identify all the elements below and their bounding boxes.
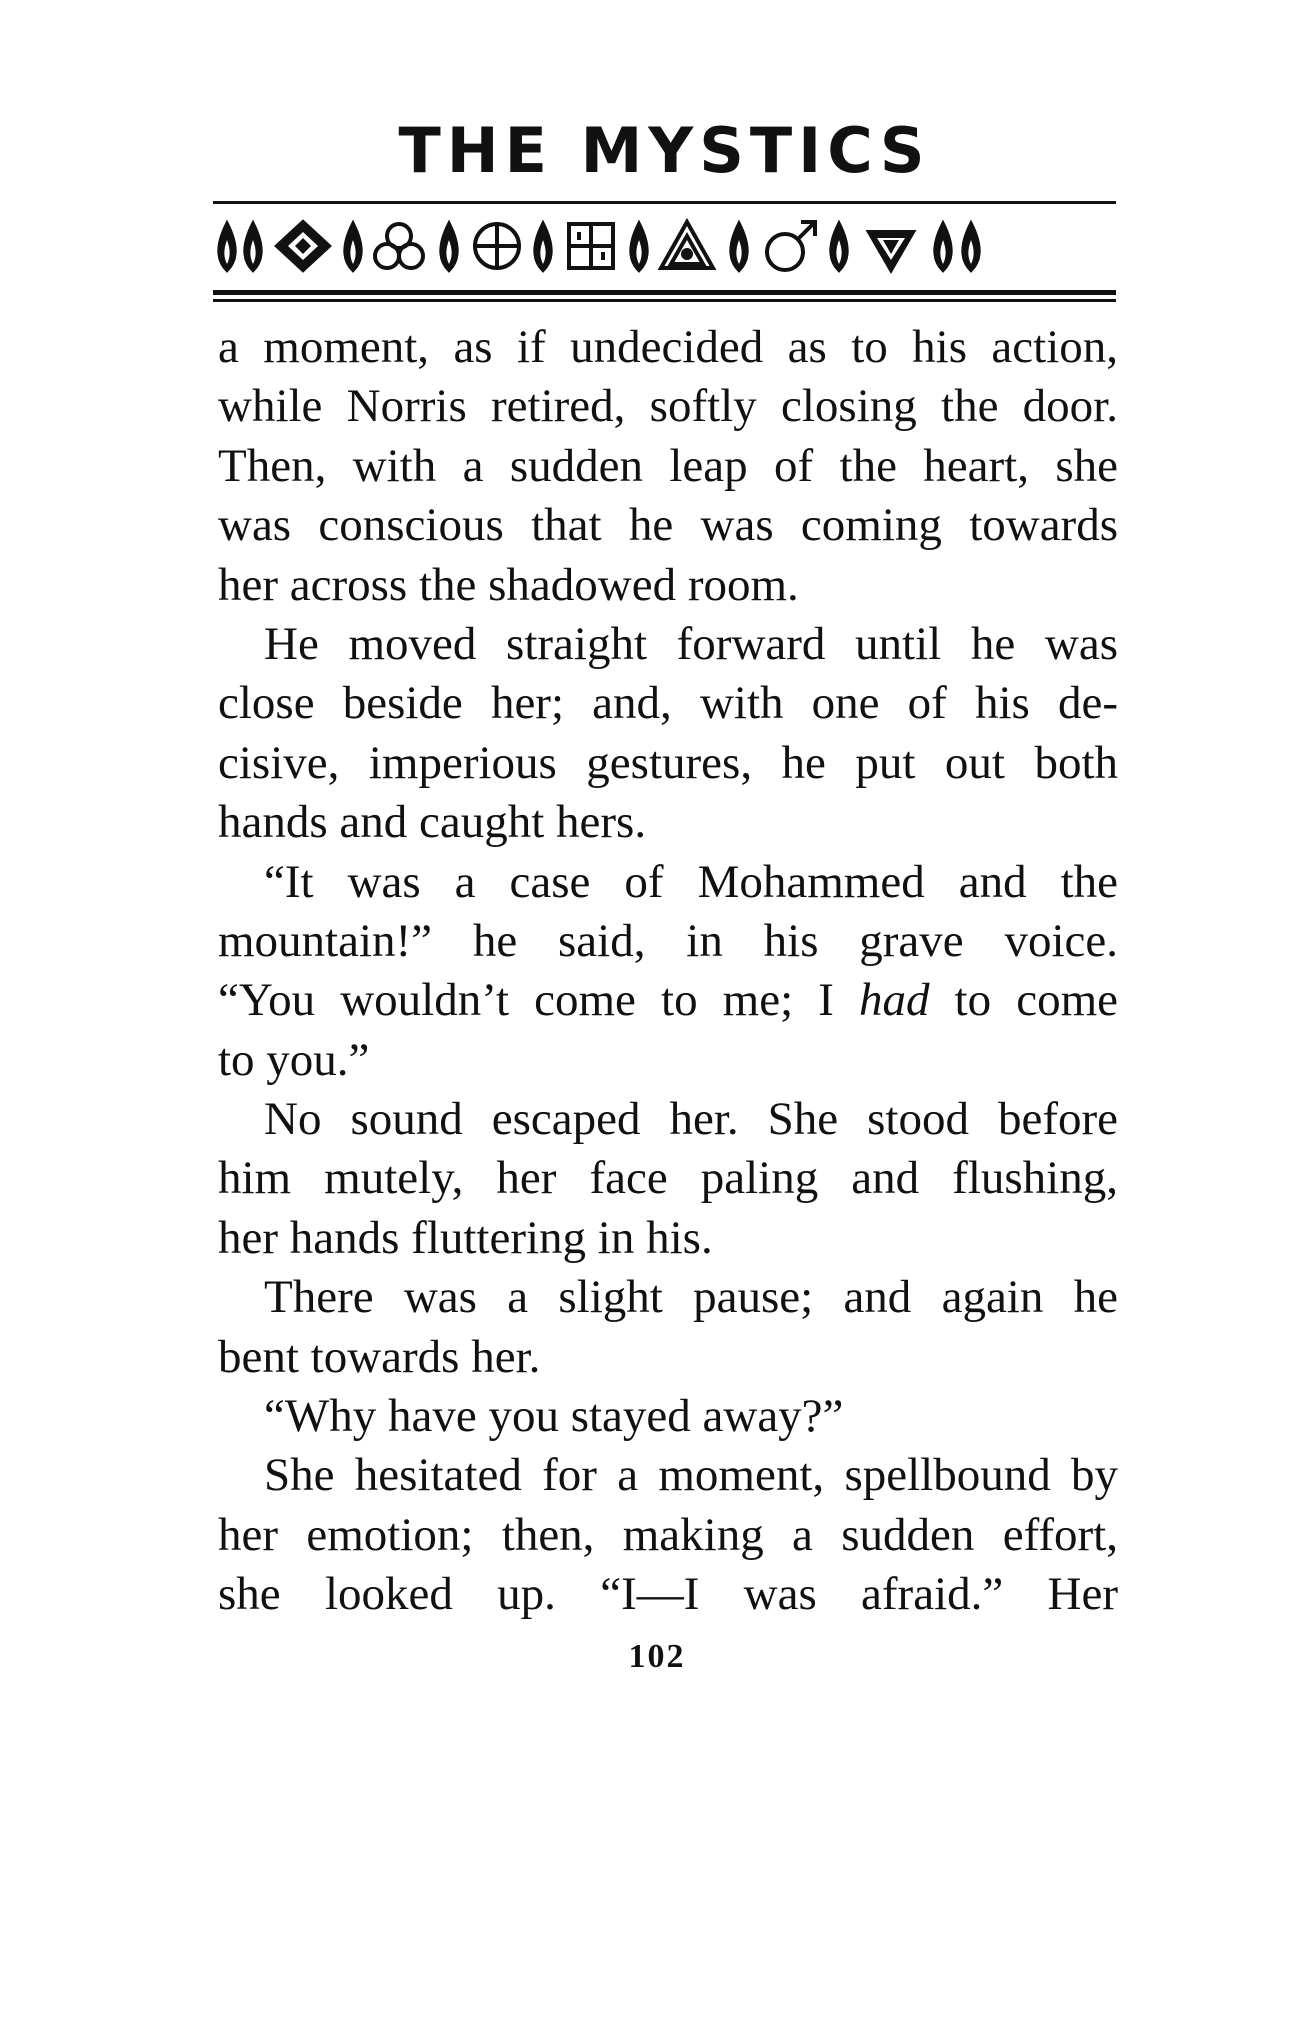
header-rule-bottom-thin [213,299,1116,302]
flame-icon [935,224,950,270]
mars-icon [767,222,815,270]
body-text [218,318,1118,1625]
flame-icon [631,224,646,270]
text-line: Then, with a sudden leap of the heart, she [218,439,1118,492]
header-rule-bottom [213,290,1116,295]
text-line: to you.” [218,1033,370,1086]
flame-icon [963,224,978,270]
text-line: him mutely, her face paling and flushing, [218,1152,1118,1205]
flame-icon [535,224,550,270]
text-line: while Norris retired, softly closing the door. [218,380,1118,433]
text-line: “It was a case of Mohammed and the [264,855,1118,908]
header-rule-top [213,201,1116,204]
text-line: her hands fluttering in his. [218,1211,713,1264]
text-line: hands and caught hers. [218,796,647,849]
emphasized-word: had [858,974,930,1027]
knot-icon [375,224,423,268]
text-line: a moment, as if undecided as to his action, [218,321,1118,373]
flame-icon [831,224,846,270]
flame-icon [245,224,260,270]
text-line: close beside her; and, with one of his de- [218,677,1118,730]
cross-circle-icon [475,224,519,268]
flame-icon [441,224,456,270]
text-line: “Why have you stayed away?” [264,1390,844,1443]
flame-icon [731,224,746,270]
page-number: 102 [628,1638,686,1675]
running-title: THE MYSTICS [398,114,931,187]
text-line: He moved straight forward until he was [264,617,1118,670]
meander-icon [569,224,613,268]
flame-icon [219,224,234,270]
text-line: her emotion; then, making a sudden effort, [218,1508,1118,1561]
flame-icon [345,224,360,270]
text-line: she looked up. “I—I was afraid.” Her [218,1568,1118,1621]
text-line: was conscious that he was coming towards [218,499,1118,552]
text-line: her across the shadowed room. [218,558,799,611]
text-line: She hesitated for a moment, spellbound by [264,1449,1118,1502]
text-line: cisive, imperious gestures, he put out both [218,736,1118,789]
text-line: There was a slight pause; and again he [264,1271,1118,1324]
text-line [218,971,1118,1030]
diamond-icon [277,222,329,270]
text-line: bent towards her. [218,1330,541,1383]
text-segment: to come [929,974,1118,1027]
text-line: mountain!” he said, in his grave voice. [218,914,1118,967]
ornament-band [213,210,1116,278]
heart-diamond-icon [869,232,913,270]
triangle-icon [661,222,713,268]
text-segment: “You wouldn’t come to me; I [218,974,859,1027]
text-line: No sound escaped her. She stood before [264,1093,1118,1146]
